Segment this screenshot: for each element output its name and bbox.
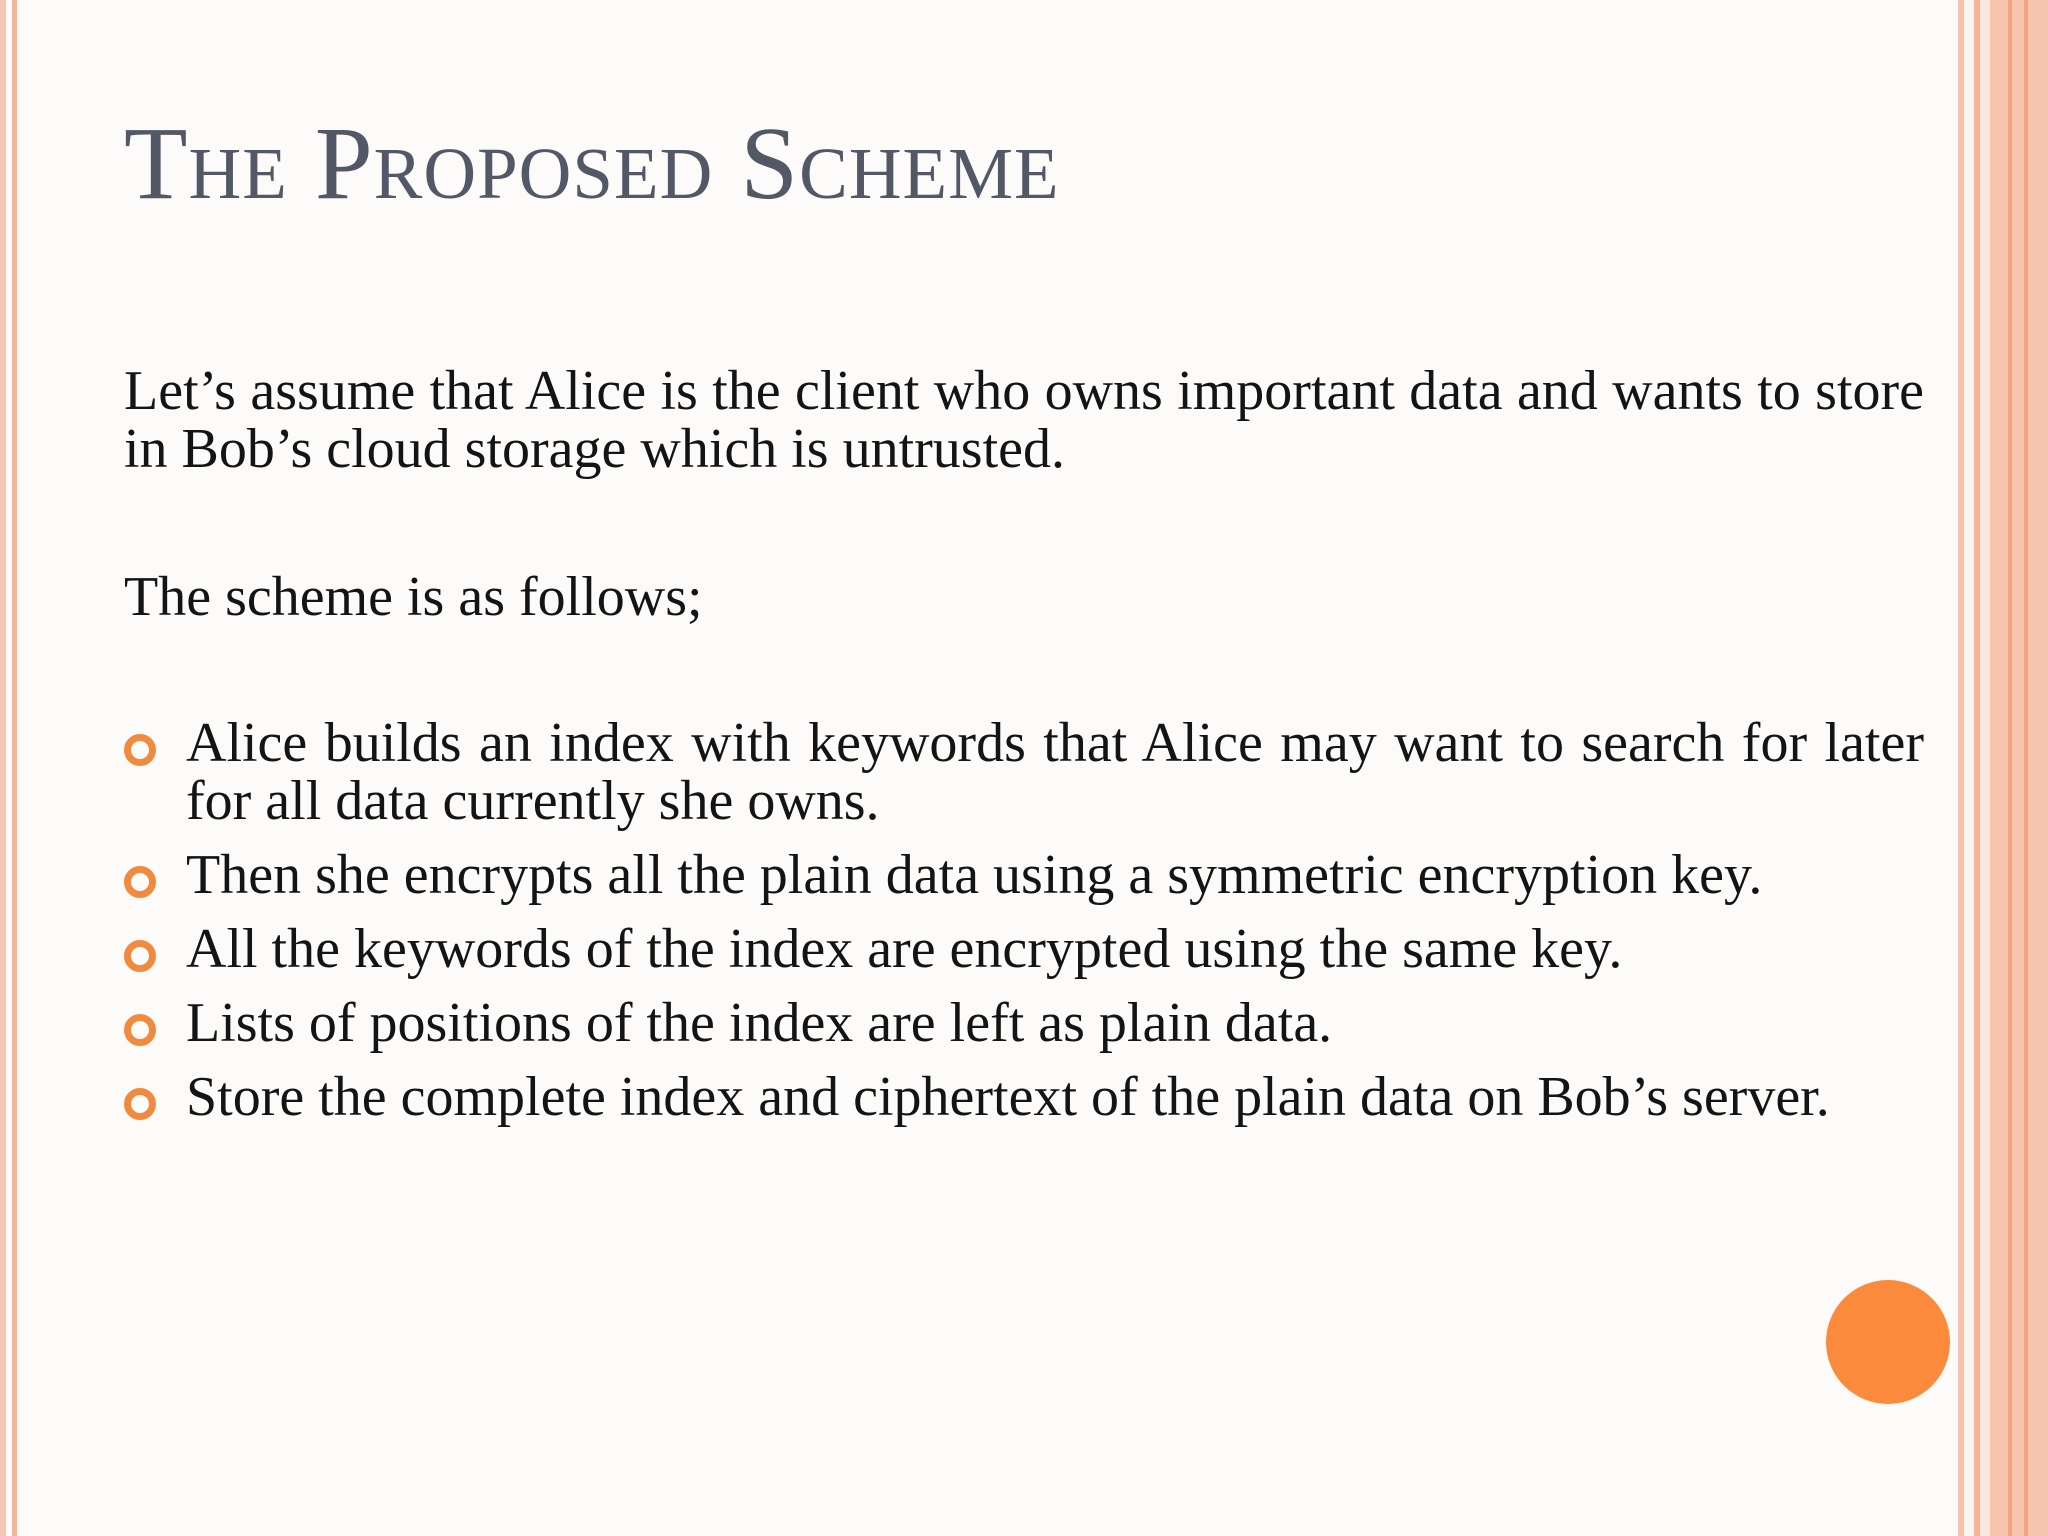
right-border-stripe [2024,0,2028,1536]
orange-circle-icon [1826,1280,1950,1404]
bullet-text: Then she encrypts all the plain data using a symmetric encryption key. [186,844,1763,906]
left-border-stripe [12,0,17,1536]
right-border-band [1990,0,2048,1536]
bullet-text: Alice builds an index with keywords that Alice may want to search for later for all data currently she owns. [186,712,1924,832]
slide-body [124,362,1924,1142]
slide-title: The Proposed Scheme [124,106,1060,221]
list-item [124,920,1924,978]
list-item [124,846,1924,904]
bullet-text: Lists of positions of the index are left as plain data. [186,992,1333,1054]
ring-bullet-icon [124,1014,156,1046]
list-item [124,1068,1924,1126]
ring-bullet-icon [124,734,156,766]
bullet-list [124,714,1924,1126]
right-border-stripe [1980,0,1990,1536]
list-item [124,994,1924,1052]
list-item [124,714,1924,830]
right-border-stripe [2008,0,2012,1536]
bullet-text: All the keywords of the index are encrypted using the same key. [186,918,1623,980]
lead-paragraph: The scheme is as follows; [124,566,703,628]
bullet-text: Store the complete index and ciphertext of the plain data on Bob’s server. [186,1066,1830,1128]
intro-paragraph: Let’s assume that Alice is the client who owns important data and wants to store in Bob’s cloud storage which is untrusted. [124,360,1924,480]
ring-bullet-icon [124,866,156,898]
ring-bullet-icon [124,1088,156,1120]
right-border-stripe [1964,0,1974,1536]
left-border-stripe [0,0,6,1536]
ring-bullet-icon [124,940,156,972]
